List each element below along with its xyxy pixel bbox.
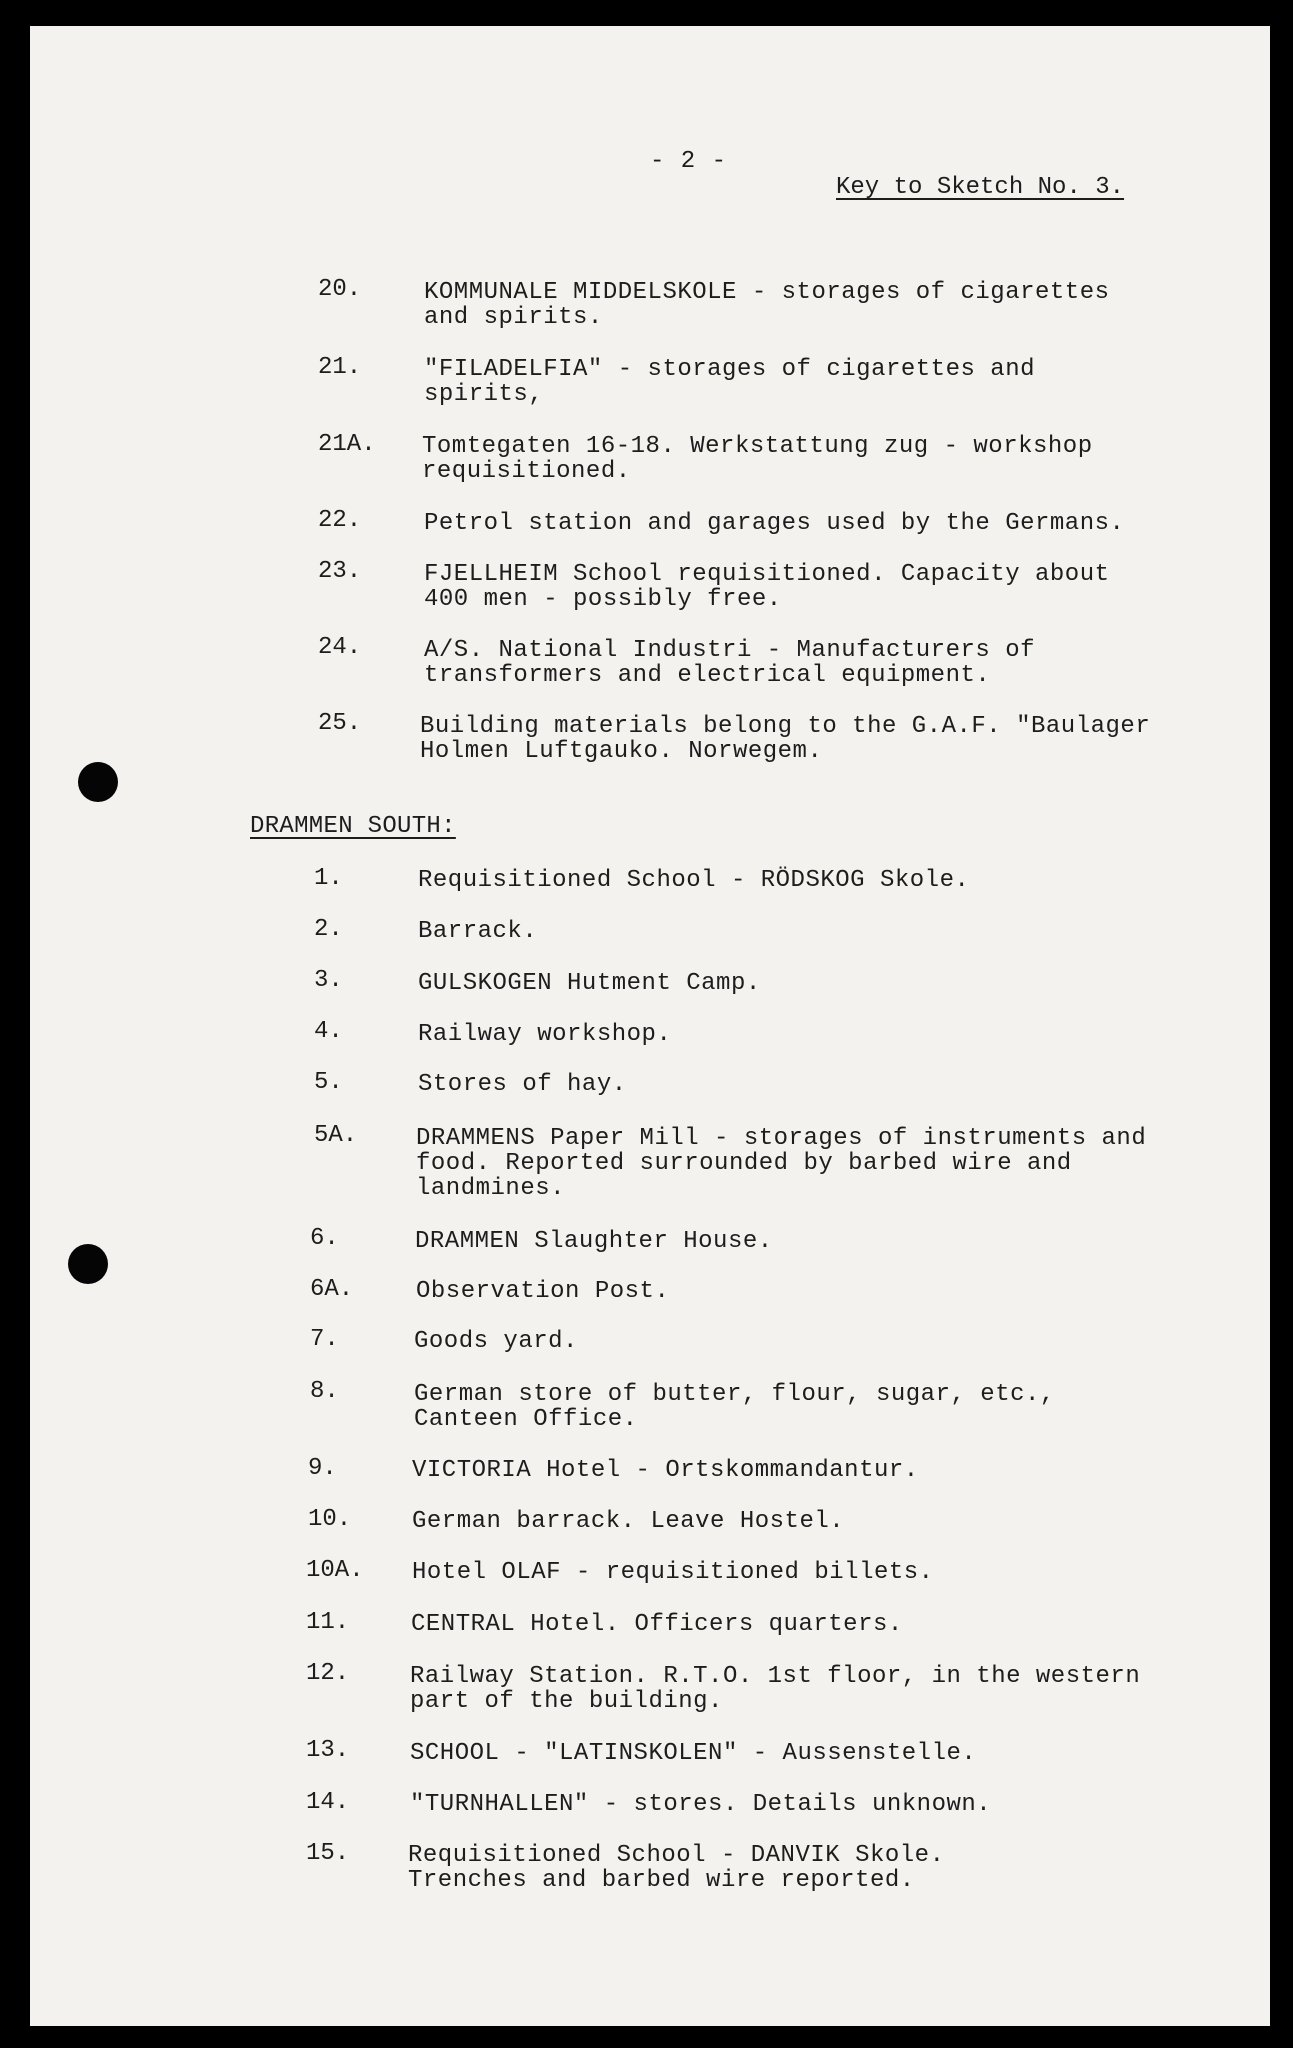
- item-line: A/S. National Industri - Manufacturers of: [424, 637, 1035, 664]
- item-number: 4.: [314, 1018, 343, 1045]
- item-number: 10.: [308, 1506, 352, 1533]
- item-line: Observation Post.: [416, 1278, 670, 1305]
- item-number: 22.: [318, 507, 362, 534]
- item-text: [418, 919, 537, 944]
- item-line: Tomtegaten 16-18. Werkstattung zug - workshop: [422, 433, 1093, 460]
- item-line: transformers and electrical equipment.: [424, 662, 991, 689]
- item-number: 12.: [306, 1660, 350, 1687]
- sketch-reference: Key to Sketch No. 3.: [836, 174, 1125, 201]
- item-number: 2.: [314, 916, 343, 943]
- item-line: Railway workshop.: [418, 1021, 672, 1048]
- item-number: 5.: [314, 1069, 343, 1096]
- item-text: [424, 357, 1035, 407]
- item-text: [412, 1509, 844, 1534]
- item-line: German barrack. Leave Hostel.: [412, 1508, 845, 1535]
- item-line: Requisitioned School - DANVIK Skole.: [408, 1842, 945, 1869]
- item-line: part of the building.: [410, 1688, 723, 1715]
- item-text: [418, 971, 761, 996]
- item-text: [408, 1843, 944, 1893]
- item-line: food. Reported surrounded by barbed wire and: [416, 1150, 1072, 1177]
- item-line: Railway Station. R.T.O. 1st floor, in the western: [410, 1663, 1141, 1690]
- item-text: [424, 638, 1035, 688]
- item-text: [424, 280, 1110, 330]
- item-line: and spirits.: [424, 304, 603, 331]
- item-text: [424, 511, 1124, 536]
- item-text: [416, 1126, 1146, 1201]
- item-number: 25.: [318, 710, 362, 737]
- item-text: [416, 1279, 669, 1304]
- item-number: 10A.: [306, 1557, 364, 1584]
- item-line: Building materials belong to the G.A.F. "Baulager: [420, 713, 1151, 740]
- item-text: [418, 868, 969, 893]
- item-line: Goods yard.: [414, 1328, 578, 1355]
- item-line: Barrack.: [418, 918, 538, 945]
- item-line: Petrol station and garages used by the Germans.: [424, 510, 1125, 537]
- item-text: [422, 434, 1093, 484]
- item-text: [410, 1792, 991, 1817]
- item-number: 21.: [318, 354, 362, 381]
- item-line: SCHOOL - "LATINSKOLEN" - Aussenstelle.: [410, 1740, 977, 1767]
- item-text: [412, 1458, 919, 1483]
- item-number: 1.: [314, 865, 343, 892]
- item-line: Stores of hay.: [418, 1071, 627, 1098]
- item-text: [410, 1664, 1140, 1714]
- punch-hole-upper: [78, 762, 118, 802]
- item-line: Holmen Luftgauko. Norwegem.: [420, 738, 823, 765]
- item-line: CENTRAL Hotel. Officers quarters.: [411, 1611, 903, 1638]
- item-number: 21A.: [318, 431, 376, 458]
- item-line: "FILADELFIA" - storages of cigarettes and: [424, 356, 1035, 383]
- item-text: [420, 714, 1150, 764]
- item-number: 14.: [306, 1789, 350, 1816]
- item-line: GULSKOGEN Hutment Camp.: [418, 970, 761, 997]
- item-number: 5A.: [314, 1122, 358, 1149]
- item-text: [412, 1560, 934, 1585]
- item-line: German store of butter, flour, sugar, etc.,: [414, 1381, 1055, 1408]
- item-line: Requisitioned School - RÖDSKOG Skole.: [418, 867, 970, 894]
- item-number: 23.: [318, 558, 362, 585]
- item-number: 8.: [310, 1378, 339, 1405]
- item-text: [411, 1612, 903, 1637]
- item-line: VICTORIA Hotel - Ortskommandantur.: [412, 1457, 919, 1484]
- item-line: DRAMMENS Paper Mill - storages of instruments and: [416, 1125, 1147, 1152]
- item-line: Trenches and barbed wire reported.: [408, 1867, 915, 1894]
- item-text: [418, 1022, 671, 1047]
- item-number: 11.: [306, 1609, 350, 1636]
- item-line: "TURNHALLEN" - stores. Details unknown.: [410, 1791, 992, 1818]
- item-text: [414, 1329, 578, 1354]
- item-text: [415, 1229, 773, 1254]
- item-text: [424, 562, 1110, 612]
- page-number: - 2 -: [650, 148, 728, 175]
- item-number: 7.: [310, 1326, 339, 1353]
- item-line: 400 men - possibly free.: [424, 586, 782, 613]
- item-line: landmines.: [416, 1175, 566, 1202]
- item-line: KOMMUNALE MIDDELSKOLE - storages of cigarettes: [424, 279, 1110, 306]
- punch-hole-lower: [68, 1244, 108, 1284]
- item-line: Canteen Office.: [414, 1406, 638, 1433]
- item-line: DRAMMEN Slaughter House.: [415, 1228, 773, 1255]
- item-number: 15.: [306, 1840, 350, 1867]
- item-text: [414, 1382, 1055, 1432]
- item-line: spirits,: [424, 381, 544, 408]
- section-heading: DRAMMEN SOUTH:: [250, 813, 456, 840]
- item-line: FJELLHEIM School requisitioned. Capacity about: [424, 561, 1110, 588]
- item-number: 6A.: [310, 1276, 354, 1303]
- item-number: 20.: [318, 276, 362, 303]
- item-number: 6.: [310, 1225, 339, 1252]
- item-text: [410, 1741, 976, 1766]
- item-number: 3.: [314, 967, 343, 994]
- item-number: 13.: [306, 1737, 350, 1764]
- item-line: requisitioned.: [422, 458, 631, 485]
- item-line: Hotel OLAF - requisitioned billets.: [412, 1559, 934, 1586]
- item-number: 9.: [308, 1455, 337, 1482]
- item-text: [418, 1072, 627, 1097]
- item-number: 24.: [318, 634, 362, 661]
